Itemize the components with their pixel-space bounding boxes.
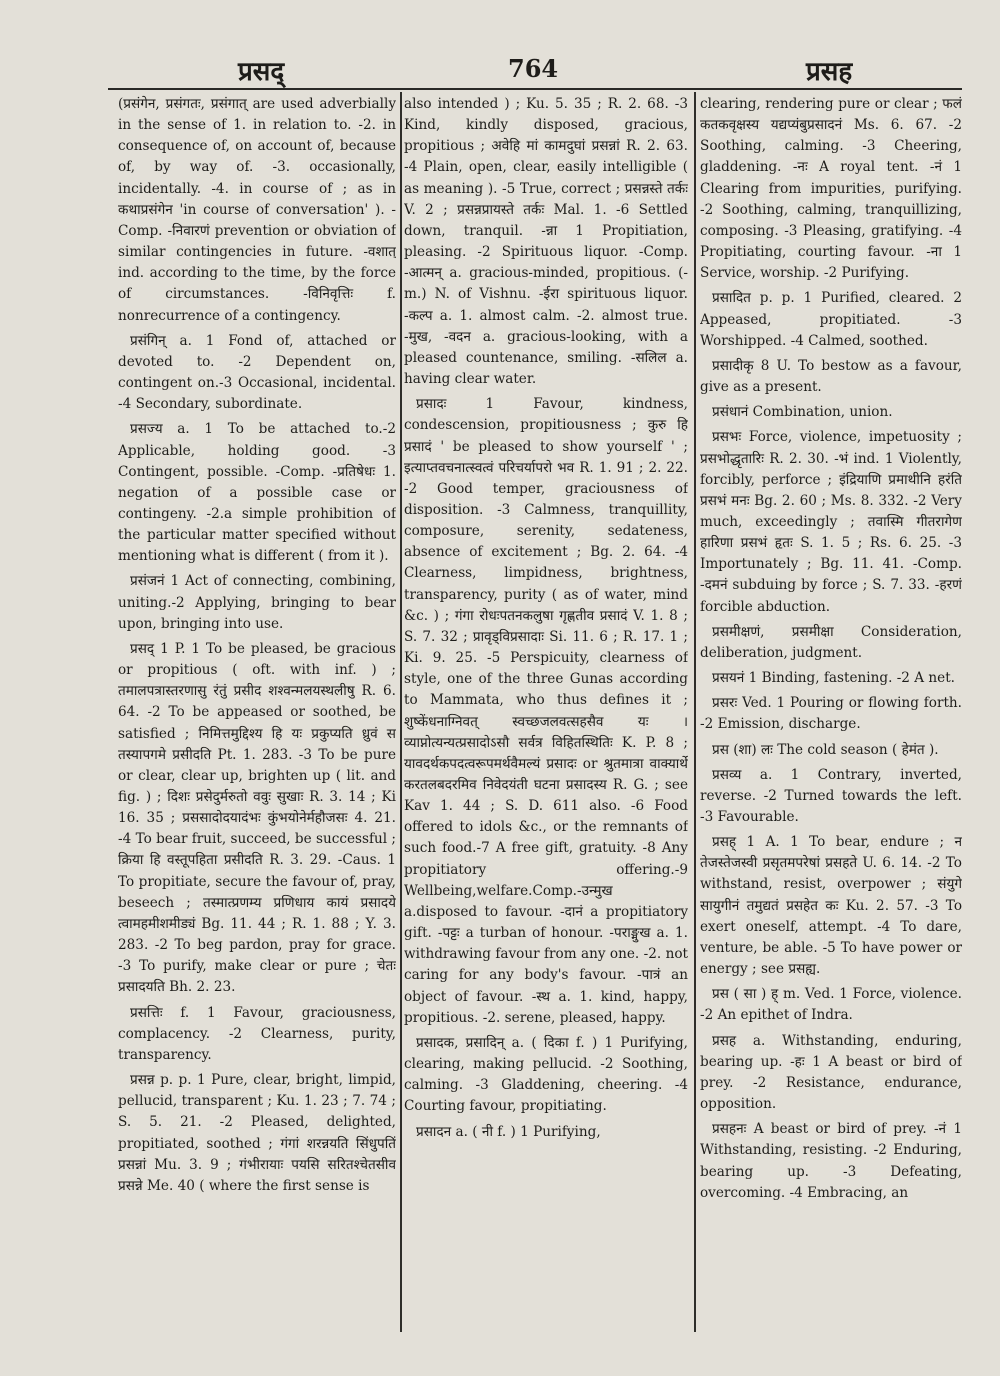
column-1 [118,94,396,1334]
page-header [0,44,1000,87]
dictionary-entry: प्रसत्तिः f. 1 Favour, graciousness, complacency. -2 Clearness, purity, transparency. [118,1004,396,1063]
column-2 [404,94,688,1334]
dictionary-entry: प्रसरः Ved. 1 Pouring or flowing forth. -2 Emission, discharge. [700,695,962,733]
dictionary-entry: प्रसमीक्षणं, प्रसमीक्षा Consideration, deliberation, judgment. [700,623,962,661]
dictionary-entry: clearing, rendering pure or clear ; फलं कतकवृक्षस्य यद्यप्यंबुप्रसादनं Ms. 6. 67. -2 Soothing, calming. -3 Cheering, gladdening. -नः A royal tent. -नं 1 Clearing from impurities, purifying. -2 Soothing, calming, tranquillizing, composing. -3 Pleasing, gratifying. -4 Propitiating, courting favour. -ना 1 Service, worship. -2 Purifying. [700,96,962,282]
dictionary-entry: प्रसहनः A beast or bird of prey. -नं 1 Withstanding, resisting. -2 Enduring, bearing up. -3 Defeating, overcoming. -4 Embracing, an [700,1121,962,1201]
column-divider [400,92,402,1332]
dictionary-entry: प्रसादित p. p. 1 Purified, cleared. 2 Appeased, propitiated. -3 Worshipped. -4 Calmed, soothed. [700,290,962,349]
dictionary-entry: प्रसादक, प्रसादिन् a. ( दिका f. ) 1 Purifying, clearing, making pellucid. -2 Soothing, calming. -3 Gladdening, cheering. -4 Courting favour, propitiating. [404,1034,688,1115]
dictionary-entry: प्रसंजनं 1 Act of connecting, combining, uniting.-2 Applying, bringing to bear upon, bringing into use. [118,573,396,632]
dictionary-entry: प्रसादन a. ( नी f. ) 1 Purifying, [416,1123,601,1140]
dictionary-entry: प्रसह a. Withstanding, enduring, bearing up. -हः 1 A beast or bird of prey. -2 Resistance, endurance, opposition. [700,1032,962,1113]
page-number: 764 [508,54,559,83]
dictionary-entry: (प्रसंगेन, प्रसंगतः, प्रसंगात् are used adverbially in the sense of 1. in relation to. -2. in consequence of, on account of, because of, by way of. -3. occasionally, incidentally. -4. in course of ; as in कथाप्रसंगेन 'in course of conversation' ). -Comp. -निवारणं prevention or obviation of similar contingencies in future. -वशात् ind. according to the time, by the force of circumstances. -विनिवृत्तिः f. nonrecurrence of a contingency. [118,96,396,324]
running-headword-left: प्रसद् [238,57,285,87]
dictionary-entry: प्रसंधानं Combination, union. [712,404,893,421]
running-headword-right: प्रसह [806,57,853,87]
dictionary-entry: प्रसभः Force, violence, impetuosity ; प्रसभोद्धृतारिः R. 2. 30. -भं ind. 1 Violently, forcibly, perforce ; इंद्रियाणि प्रमाथीनि हरंति प्रसभं मनः Bg. 2. 60 ; Ms. 8. 332. -2 Very much, exceedingly ; तवास्मि गीतरागेण हारिणा प्रसभं हृतः S. 1. 5 ; Rs. 6. 25. -3 Importunately ; Bg. 11. 41. -Comp. -दमनं subduing by force ; S. 7. 33. -हरणं forcible abduction. [700,429,962,615]
column-3 [700,94,962,1334]
dictionary-entry: प्रस ( सा ) ह् m. Ved. 1 Force, violence. -2 An epithet of Indra. [700,986,962,1024]
dictionary-entry: प्रसयनं 1 Binding, fastening. -2 A net. [712,670,955,687]
dictionary-entry: प्रसद् 1 P. 1 To be pleased, be gracious or propitious ( oft. with inf. ) ; तमालपत्रास्तरणासु रंतुं प्रसीद शश्वन्मलयस्थलीषु R. 6. 64. -2 To be appeased or soothed, be satisfied ; निमित्तमुद्दिश्य हि यः प्रकुप्यति ध्रुवं स तस्यापगमे प्रसीदति Pt. 1. 283. -3 To be pure or clear, clear up, brighten up ( lit. and fig. ) ; दिशः प्रसेदुर्मरुतो ववुः सुखाः R. 3. 14 ; Ki 16. 35 ; प्रससादोदयादंभः कुंभयोनेर्महौजसः 4. 21. -4 To bear fruit, succeed, be successful ; क्रिया हि वस्तूपहिता प्रसीदति R. 3. 29. -Caus. 1 To propitiate, secure the favour of, pray, beseech ; तस्मात्प्रणम्य प्रणिधाय कायं प्रसादये त्वामहमीशमीड्यं Bg. 11. 44 ; R. 1. 88 ; Y. 3. 283. -2 To beg pardon, pray for grace. -3 To purify, make clear or pure ; चेतः प्रसादयति Bh. 2. 23. [118,640,396,996]
dictionary-entry: प्रसादीकृ 8 U. To bestow as a favour, give as a present. [700,357,962,396]
dictionary-entry: also intended ) ; Ku. 5. 35 ; R. 2. 68. -3 Kind, kindly disposed, gracious, propitious ; अवेहि मां कामदुघां प्रसन्नां R. 2. 63. -4 Plain, open, clear, easily intelligible ( as meaning ). -5 True, correct ; प्रसन्नस्ते तर्कः V. 2 ; प्रसन्नप्रायस्ते तर्कः Mal. 1. -6 Settled down, tranquil. -न्ना 1 Propitiation, pleasing. -2 Spirituous liquor. -Comp. -आत्मन् a. gracious-minded, propitious. (-m.) N. of Vishnu. -ईरा spirituous liquor. -कल्प a. 1. almost calm. -2. almost true. -मुख, -वदन a. gracious-looking, with a pleased countenance, smiling. -सलिल a. having clear water. [404,96,688,388]
dictionary-entry: प्रसह् 1 A. 1 To bear, endure ; न तेजस्तेजस्वी प्रसृतमपरेषां प्रसहते U. 6. 14. -2 To withstand, resist, overpower ; संयुगे सायुगीनं तमुद्यतं प्रसहेत कः Ku. 2. 57. -3 To exert oneself, attempt. -4 To dare, venture, be able. -5 To have power or energy ; see प्रसह्य. [700,834,962,978]
column-divider [694,92,696,1332]
dictionary-entry: प्रसादः 1 Favour, kindness, condescension, propitiousness ; कुरु हि प्रसादं ' be pleased to show yourself ' ; इत्याप्तवचनात्स्वत्वं परिचर्यापरो भव R. 1. 91 ; 2. 22. -2 Good temper, graciousness of disposition. -3 Calmness, tranquillity, composure, serenity, sedateness, absence of excitement ; Bg. 2. 64. -4 Clearness, limpidness, brightness, transparency, purity ( as of water, mind &c. ) ; गंगा रोधःपतनकलुषा गृह्णतीव प्रसादं V. 1. 8 ; S. 7. 32 ; प्रावृड्विप्रसादाः Si. 11. 6 ; R. 17. 1 ; Ki. 9. 25. -5 Perspicuity, clearness of style, one of the three Gunas according to Mammata, who thus defines it ; शुष्केंधनाग्निवत् स्वच्छजलवत्सहसैव यः । व्याप्नोत्यन्यत्प्रसादोऽसौ सर्वत्र विहितस्थितिः K. P. 8 ; यावदर्थकपदत्वरूपमर्थवैमल्यं प्रसादः or श्रुतमात्रा वाक्यार्थे करतलबदरमिव निवेदयंती घटना प्रसादस्य R. G. ; see Kav 1. 44 ; S. D. 611 also. -6 Food offered to idols &c., or the remnants of such food.-7 A free gift, gratuity. -8 Any propitiatory offering.-9 Wellbeing,welfare.Comp.-उन्मुख a.disposed to favour. -दानं a propitiatory gift. -पट्टः a turban of honour. -पराङ्मुख a. 1. withdrawing favour from any one. -2. not caring for any body's favour. -पात्रं an object of favour. -स्थ a. 1. kind, happy, propitious. -2. serene, pleased, happy. [404,396,688,1026]
dictionary-entry: प्रसज्य a. 1 To be attached to.-2 Applicable, holding good. -3 Contingent, possible. -Comp. -प्रतिषेधः 1. negation of a possible case or contingeny. -2.a simple prohibition of the particular matter specified without mentioning what is different ( from it ). [118,421,396,565]
dictionary-entry: प्रसन्न p. p. 1 Pure, clear, bright, limpid, pellucid, transparent ; Ku. 1. 23 ; 7. 74 ; S. 5. 21. -2 Pleased, delighted, propitiated, soothed ; गंगां शरन्नयति सिंधुपतिं प्रसन्नां Mu. 3. 9 ; गंभीरायाः पयसि सरितश्चेतसीव प्रसन्ने Me. 40 ( where the first sense is [118,1072,396,1194]
dictionary-entry: प्रसंगिन् a. 1 Fond of, attached or devoted to. -2 Dependent on, contingent on.-3 Occasional, incidental. -4 Secondary, subordinate. [118,332,396,413]
dictionary-entry: प्रसव्य a. 1 Contrary, inverted, reverse. -2 Turned towards the left. -3 Favourable. [700,766,962,825]
dictionary-entry: प्रस (शा) लः The cold season ( हेमंत ). [712,741,939,758]
header-rule [108,88,962,90]
